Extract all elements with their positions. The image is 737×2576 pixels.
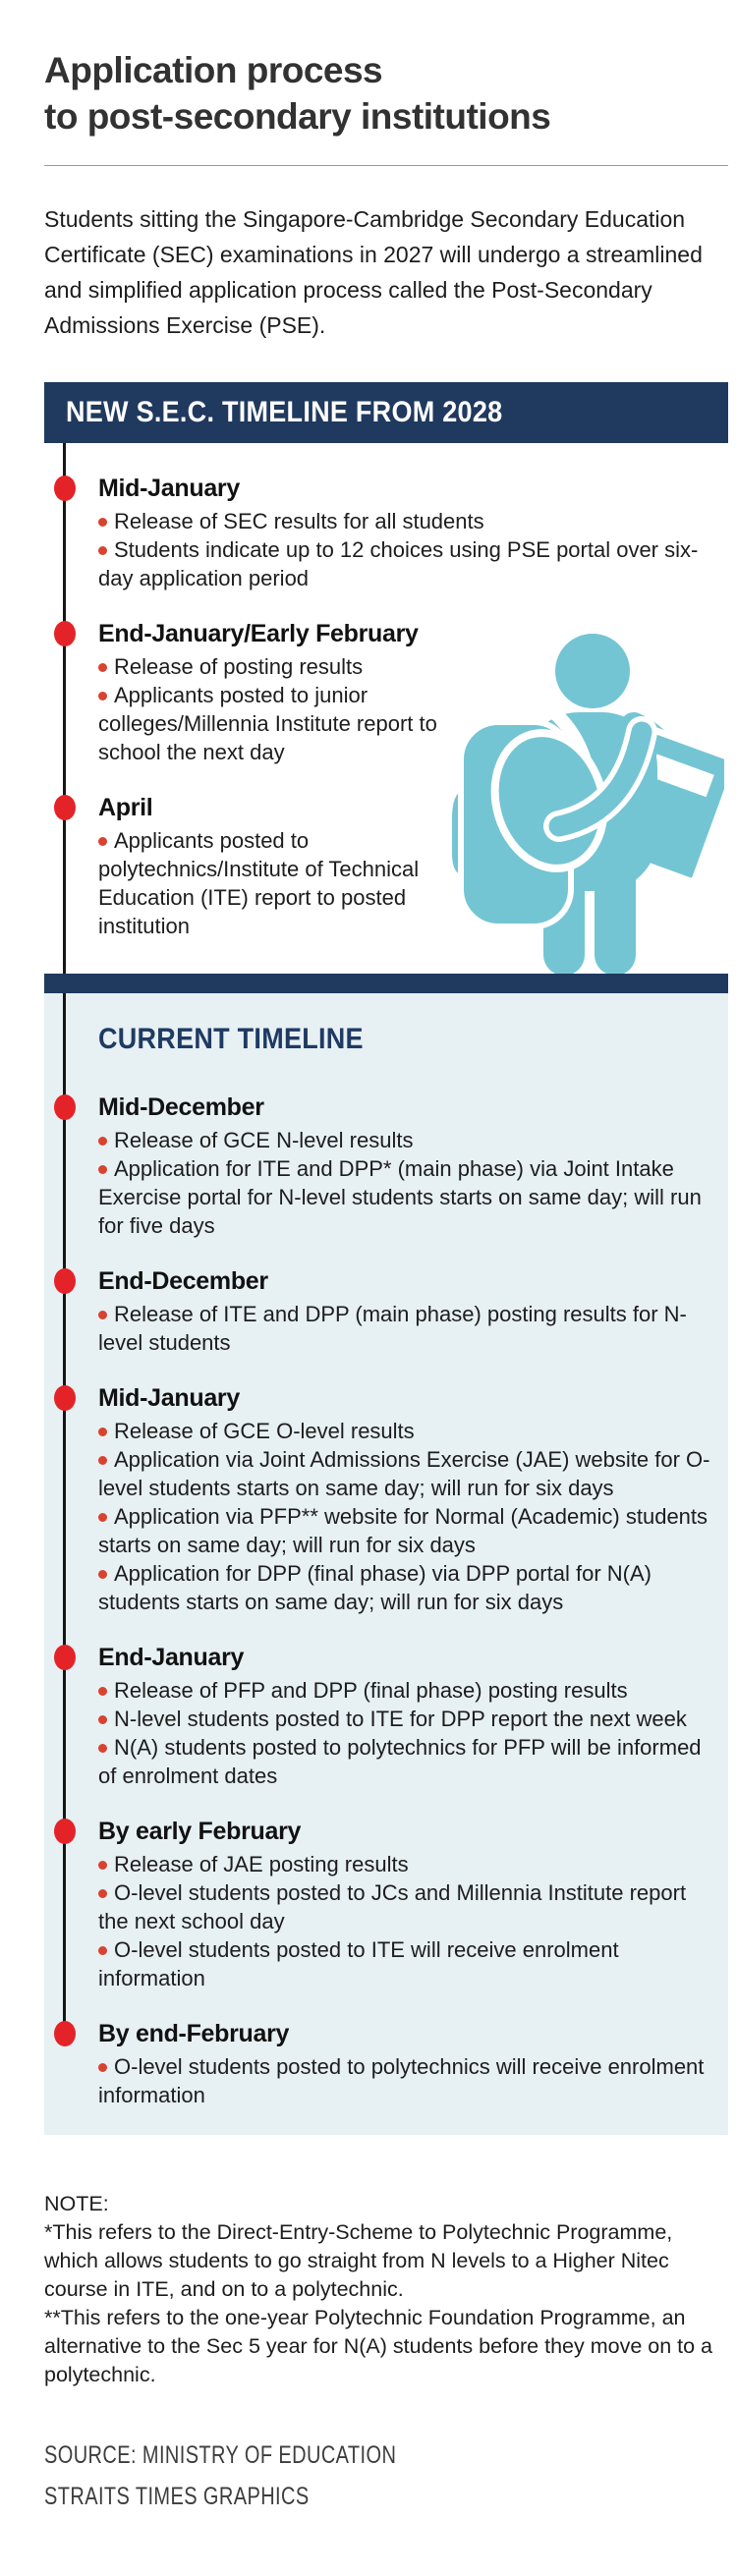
- timeline-item-heading: End-January: [98, 1644, 245, 1671]
- timeline-milestone-dot-icon: [54, 1385, 76, 1411]
- timeline-milestone-dot-icon: [54, 1094, 76, 1120]
- intro-text: Students sitting the Singapore-Cambridge Secondary Education Certificate (SEC) examinations in 2027 will undergo a streamlined and simplified application process called the Post-Secondary Admissions Exercise (PSE).: [44, 206, 703, 338]
- timeline-milestone-dot-icon: [54, 621, 76, 646]
- timeline-milestone-dot-icon: [54, 1268, 76, 1294]
- timeline-bullet: N-level students posted to ITE for DPP report the next week: [98, 1705, 718, 1733]
- timeline-item-bullets: [98, 507, 718, 592]
- timeline-item-heading: Mid-January: [98, 1384, 240, 1412]
- timeline-item-bullets: [98, 1850, 718, 1992]
- credits: [44, 2435, 728, 2517]
- timeline-bullet: Release of posting results: [98, 652, 472, 681]
- timeline-bullet: O-level students posted to JCs and Millennia Institute report the next school day: [98, 1880, 687, 1933]
- timeline-bullet: Application via Joint Admissions Exercise (JAE) website for O-level students starts on same day; will run for six days: [98, 1447, 710, 1500]
- current-timeline-header: CURRENT TIMELINE: [98, 1023, 364, 1055]
- timeline-item: [44, 1818, 718, 1992]
- bullet-dot-icon: [98, 2063, 107, 2072]
- timeline-milestone-dot-icon: [54, 1645, 76, 1670]
- bullet-dot-icon: [98, 1687, 107, 1696]
- timeline-bullet: Release of JAE posting results: [98, 1850, 718, 1878]
- timeline-item: [44, 1267, 718, 1357]
- timeline-bullet: Release of SEC results for all students: [98, 507, 718, 535]
- bullet-dot-icon: [98, 1744, 107, 1753]
- bullet-dot-icon: [98, 1570, 107, 1579]
- bullet-dot-icon: [98, 1428, 107, 1436]
- bullet-dot-icon: [98, 1456, 107, 1465]
- timeline-bullet: Application via PFP** website for Normal (Academic) students starts on same day; will run for six days: [98, 1504, 709, 1557]
- timeline-item-bullets: [98, 1676, 718, 1790]
- timeline-item: [44, 1384, 718, 1616]
- timeline-item: [44, 475, 718, 592]
- bullet-dot-icon: [98, 663, 107, 672]
- timeline-bullet: Release of GCE O-level results: [98, 1417, 718, 1445]
- timeline-bullet: Release of ITE and DPP (main phase) posting results for N-level students: [98, 1302, 687, 1355]
- bullet-dot-icon: [98, 1946, 107, 1955]
- timeline-item: [44, 1093, 718, 1240]
- current-timeline-panel: [44, 993, 728, 2135]
- source-line: SOURCE: MINISTRY OF EDUCATION: [44, 2441, 397, 2469]
- timeline-milestone-dot-icon: [54, 1819, 76, 1844]
- timeline-bullet: Students indicate up to 12 choices using PSE portal over six-day application period: [98, 537, 699, 590]
- bullet-dot-icon: [98, 692, 107, 700]
- bullet-dot-icon: [98, 1513, 107, 1522]
- section-divider-bar: [44, 974, 728, 993]
- timeline-milestone-dot-icon: [54, 476, 76, 501]
- bullet-dot-icon: [98, 1137, 107, 1146]
- timeline-item-bullets: [98, 2052, 718, 2109]
- timeline-bullet: Application for ITE and DPP* (main phase) via Joint Intake Exercise portal for N-level students starts on same day; will run for five days: [98, 1156, 702, 1238]
- new-timeline-header: NEW S.E.C. TIMELINE FROM 2028: [66, 396, 503, 428]
- new-timeline-section: [44, 382, 728, 2135]
- title-divider: [44, 165, 728, 166]
- page-title: [44, 47, 728, 140]
- timeline-item-heading: April: [98, 794, 153, 821]
- timeline-item-heading: End-January/Early February: [98, 620, 419, 647]
- note-asterisk-2: **This refers to the one-year Polytechnic Foundation Programme, an alternative to the Sec 5 year for N(A) students before they move on to a polytechnic.: [44, 2306, 713, 2386]
- timeline-item: [44, 2020, 718, 2109]
- bullet-dot-icon: [98, 546, 107, 555]
- timeline-item-heading: Mid-December: [98, 1093, 264, 1121]
- note-label: NOTE:: [44, 2192, 109, 2215]
- timeline-item-heading: By early February: [98, 1818, 302, 1845]
- page-title-line-1: Application process: [44, 50, 383, 90]
- credit-line: STRAITS TIMES GRAPHICS: [44, 2483, 310, 2510]
- timeline-milestone-dot-icon: [54, 795, 76, 820]
- student-with-backpack-icon: [433, 632, 724, 974]
- timeline-item: [44, 1644, 718, 1790]
- page-title-line-2: to post-secondary institutions: [44, 96, 551, 137]
- bullet-dot-icon: [98, 837, 107, 846]
- timeline-milestone-dot-icon: [54, 2021, 76, 2046]
- timeline-item-bullets: [98, 1300, 718, 1357]
- timeline-item-heading: By end-February: [98, 2020, 290, 2047]
- timeline-item-heading: Mid-January: [98, 475, 240, 502]
- footnotes: [44, 2190, 728, 2389]
- bullet-dot-icon: [98, 1311, 107, 1319]
- bullet-dot-icon: [98, 1889, 107, 1898]
- timeline-bullet: O-level students posted to ITE will receive enrolment information: [98, 1937, 619, 1990]
- timeline-item-heading: End-December: [98, 1267, 268, 1295]
- timeline-bullet: N(A) students posted to polytechnics for PFP will be informed of enrolment dates: [98, 1735, 702, 1788]
- timeline-bullet: Applicants posted to junior colleges/Millennia Institute report to school the next day: [98, 683, 437, 764]
- timeline-bullet: Application for DPP (final phase) via DPP portal for N(A) students starts on same day; will run for six days: [98, 1561, 652, 1614]
- timeline-item-bullets: [98, 1417, 718, 1616]
- bullet-dot-icon: [98, 1861, 107, 1870]
- bullet-dot-icon: [98, 1165, 107, 1174]
- timeline-item-bullets: [98, 1126, 718, 1240]
- timeline-bullet: Release of GCE N-level results: [98, 1126, 718, 1154]
- timeline-item-bullets: [98, 652, 472, 766]
- timeline-bullet: Applicants posted to polytechnics/Institute of Technical Education (ITE) report to posted institution: [98, 828, 420, 938]
- bullet-dot-icon: [98, 1715, 107, 1724]
- timeline-item-bullets: [98, 826, 472, 940]
- bullet-dot-icon: [98, 518, 107, 527]
- new-timeline-body: [44, 443, 728, 974]
- new-timeline-header-bar: [44, 382, 728, 443]
- note-asterisk-1: *This refers to the Direct-Entry-Scheme to Polytechnic Programme, which allows students to go straight from N levels to a Higher Nitec course in ITE, and on to a polytechnic.: [44, 2220, 673, 2301]
- timeline-bullet: Release of PFP and DPP (final phase) posting results: [98, 1676, 718, 1705]
- timeline-bullet: O-level students posted to polytechnics will receive enrolment information: [98, 2054, 705, 2107]
